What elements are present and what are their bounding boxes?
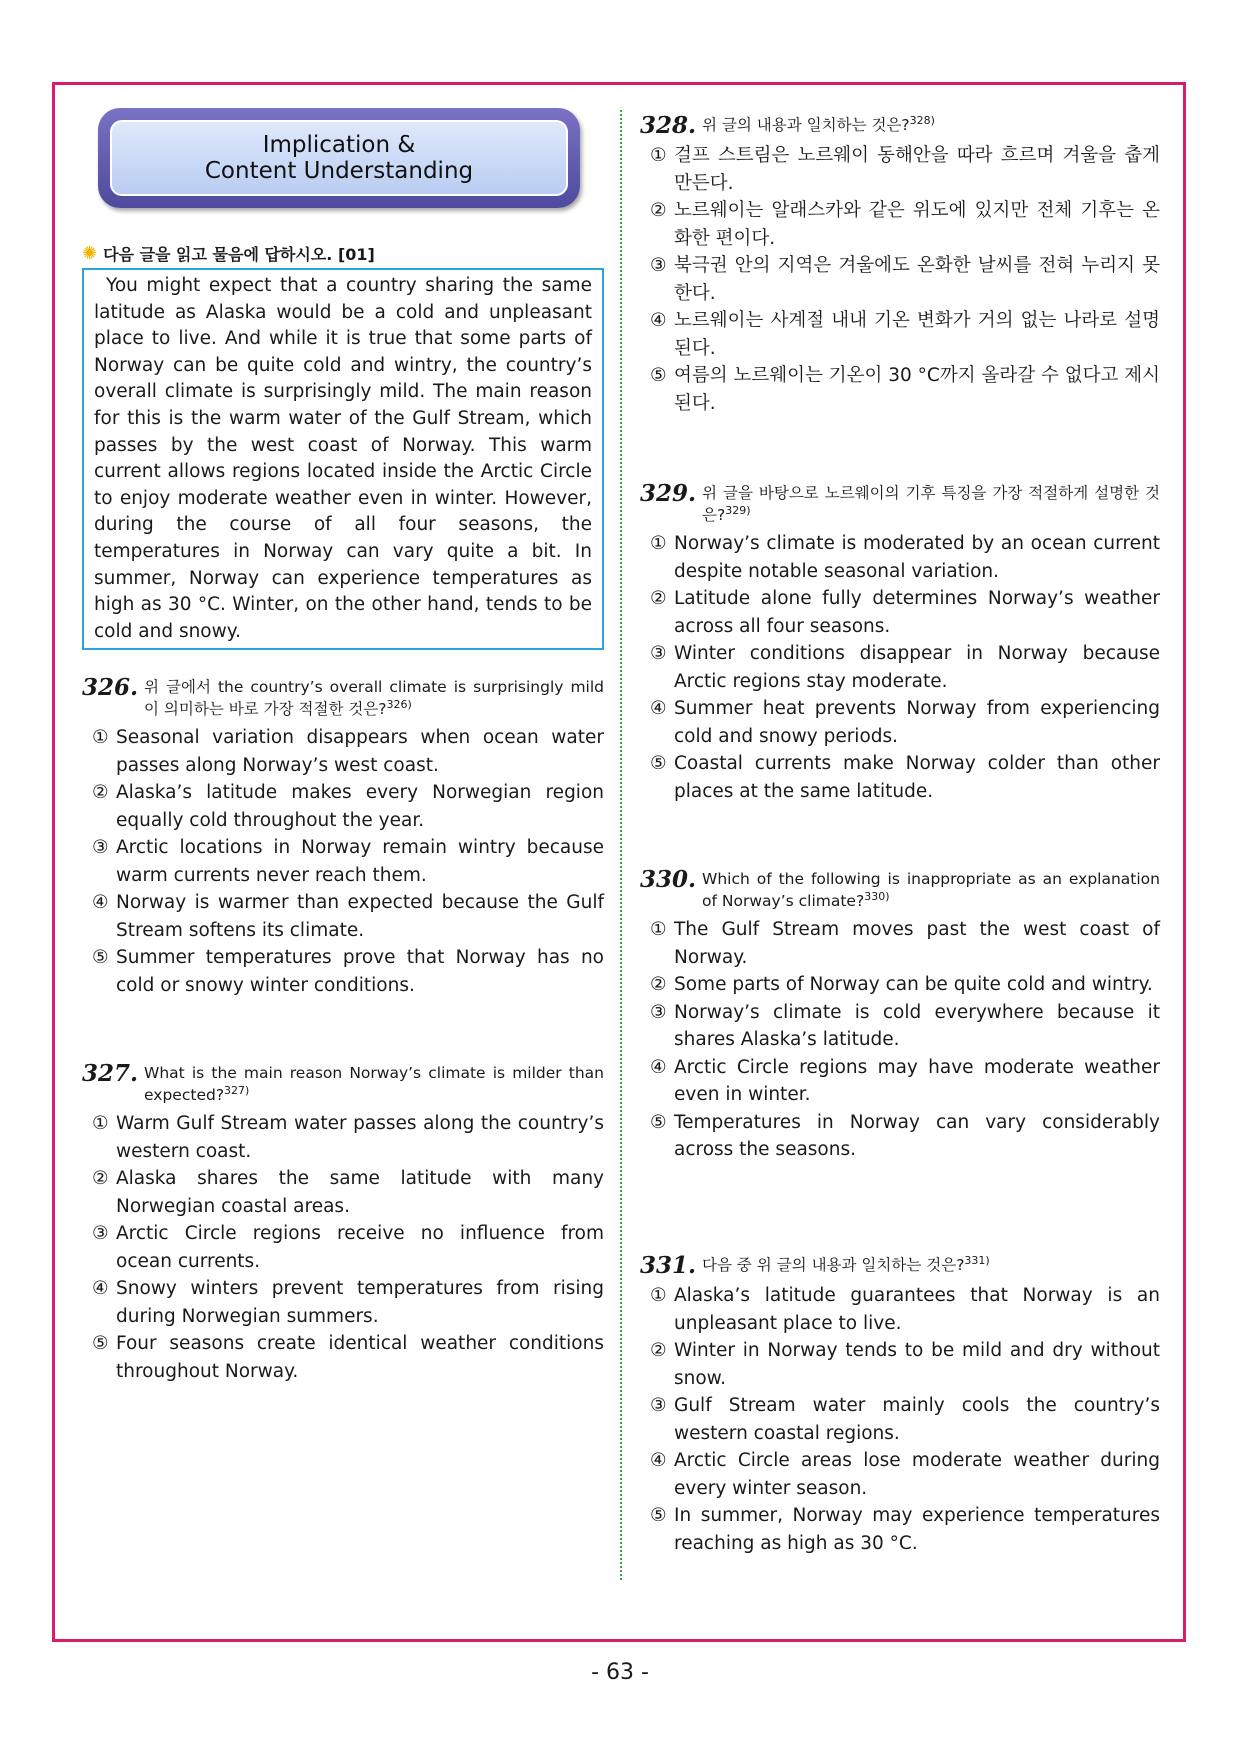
option-mark: ① (92, 727, 109, 748)
option-mark: ⑤ (650, 1111, 667, 1133)
question-number: 327. (82, 1060, 139, 1087)
question-ref: 327) (224, 1083, 250, 1097)
answer-option[interactable] (82, 889, 604, 944)
instruction (82, 242, 375, 265)
question-text (144, 676, 604, 720)
question-number: 329. (640, 480, 697, 507)
option-text: 노르웨이는 사계절 내내 기온 변화가 거의 없는 나라로 설명된다. (674, 310, 1160, 359)
answer-option[interactable] (640, 750, 1160, 805)
answer-option[interactable] (640, 1502, 1160, 1557)
option-mark: ⑤ (650, 365, 667, 386)
question-header (640, 868, 1160, 912)
option-mark: ④ (92, 1278, 109, 1299)
question-header (640, 1254, 1160, 1278)
flower-icon: ✺ (82, 243, 98, 264)
option-mark: ② (650, 974, 667, 995)
option-text: Summer temperatures prove that Norway has no cold or snowy winter conditions. (116, 947, 604, 996)
option-mark: ① (650, 919, 667, 940)
option-mark: ① (650, 145, 667, 166)
answer-option[interactable] (640, 530, 1160, 585)
question-number: 326. (82, 674, 139, 701)
answer-options (640, 530, 1160, 805)
option-mark: ⑤ (650, 753, 667, 774)
question-326 (82, 676, 604, 999)
option-text: The Gulf Stream moves past the west coast of Norway. (674, 919, 1160, 968)
option-text: Alaska shares the same latitude with many Norwegian coastal areas. (116, 1168, 604, 1217)
answer-option[interactable] (640, 1109, 1160, 1164)
question-ref: 329) (725, 503, 751, 517)
answer-option[interactable] (82, 1275, 604, 1330)
question-number: 328. (640, 112, 697, 139)
answer-option[interactable] (82, 779, 604, 834)
question-header (640, 482, 1160, 526)
reading-passage (82, 268, 604, 650)
answer-options (82, 1110, 604, 1385)
question-stem: 위 글을 바탕으로 노르웨이의 기후 특징을 가장 적절하게 설명한 것은? (702, 484, 1160, 524)
option-text: Snowy winters prevent temperatures from rising during Norwegian summers. (116, 1278, 604, 1327)
option-text: Arctic Circle regions receive no influence from ocean currents. (116, 1223, 604, 1272)
question-ref: 326) (386, 697, 412, 711)
answer-option[interactable] (640, 142, 1160, 197)
question-header (82, 676, 604, 720)
answer-option[interactable] (640, 640, 1160, 695)
question-header (640, 114, 1160, 138)
option-text: Arctic locations in Norway remain wintry because warm currents never reach them. (116, 837, 604, 886)
question-stem: Which of the following is inappropriate as an explanation of Norway’s climate? (702, 870, 1160, 910)
section-title (110, 120, 568, 196)
option-text: Some parts of Norway can be quite cold and wintry. (674, 974, 1153, 995)
option-text: Warm Gulf Stream water passes along the country’s western coast. (116, 1113, 604, 1162)
question-header (82, 1062, 604, 1106)
option-text: Norway is warmer than expected because the Gulf Stream softens its climate. (116, 892, 604, 941)
option-text: Winter in Norway tends to be mild and dry without snow. (674, 1340, 1160, 1389)
question-stem: 위 글의 내용과 일치하는 것은? (702, 116, 910, 134)
option-text: Norway’s climate is moderated by an ocean current despite notable seasonal variation. (674, 533, 1160, 582)
option-mark: ④ (650, 310, 667, 331)
option-mark: ② (92, 1168, 109, 1189)
option-mark: ② (650, 588, 667, 609)
option-mark: ③ (92, 1223, 109, 1244)
answer-option[interactable] (82, 834, 604, 889)
answer-option[interactable] (82, 1330, 604, 1385)
answer-option[interactable] (82, 724, 604, 779)
option-text: Norway’s climate is cold everywhere because it shares Alaska’s latitude. (674, 1001, 1160, 1050)
option-text: Alaska’s latitude makes every Norwegian region equally cold throughout the year. (116, 782, 604, 831)
instruction-text: 다음 글을 읽고 물음에 답하시오. [01] (103, 245, 375, 264)
question-stem: 위 글에서 the country’s overall climate is surprisingly mild 이 의미하는 바로 가장 적절한 것은? (144, 678, 604, 718)
answer-option[interactable] (640, 916, 1160, 971)
answer-options (82, 724, 604, 999)
answer-option[interactable] (640, 695, 1160, 750)
answer-option[interactable] (82, 944, 604, 999)
page-number: - 63 - (591, 1660, 649, 1685)
question-text (702, 868, 1160, 912)
answer-option[interactable] (640, 971, 1160, 999)
question-ref: 328) (909, 113, 935, 127)
question-text (144, 1062, 604, 1106)
answer-options (640, 142, 1160, 417)
option-mark: ⑤ (92, 1333, 109, 1354)
option-text: 걸프 스트림은 노르웨이 동해안을 따라 흐르며 겨울을 춥게 만든다. (674, 145, 1160, 194)
answer-option[interactable] (640, 1392, 1160, 1447)
option-text: Four seasons create identical weather conditions throughout Norway. (116, 1333, 604, 1382)
question-text (702, 482, 1160, 526)
option-text: Alaska’s latitude guarantees that Norway is an unpleasant place to live. (674, 1285, 1160, 1334)
answer-option[interactable] (640, 197, 1160, 252)
option-mark: ③ (92, 837, 109, 858)
answer-option[interactable] (82, 1220, 604, 1275)
section-title-box (98, 108, 580, 208)
option-mark: ② (92, 782, 109, 803)
option-mark: ④ (650, 1056, 667, 1078)
answer-option[interactable] (640, 999, 1160, 1054)
answer-option[interactable] (640, 307, 1160, 362)
option-text: Gulf Stream water mainly cools the country’s western coastal regions. (674, 1395, 1160, 1444)
option-text: Arctic Circle areas lose moderate weather during every winter season. (674, 1450, 1160, 1499)
answer-options (640, 916, 1160, 1164)
option-mark: ③ (650, 643, 667, 664)
answer-option[interactable] (640, 252, 1160, 307)
column-divider (620, 110, 622, 1580)
question-327 (82, 1062, 604, 1385)
answer-option[interactable] (640, 585, 1160, 640)
option-text: Winter conditions disappear in Norway because Arctic regions stay moderate. (674, 643, 1160, 692)
option-text: 여름의 노르웨이는 기온이 30 °C까지 올라갈 수 없다고 제시된다. (674, 365, 1160, 414)
question-330 (640, 868, 1160, 1164)
answer-option[interactable] (82, 1165, 604, 1220)
option-mark: ④ (92, 892, 109, 913)
question-stem: What is the main reason Norway’s climate is milder than expected? (144, 1064, 604, 1104)
option-text: In summer, Norway may experience temperatures reaching as high as 30 °C. (674, 1505, 1160, 1554)
answer-option[interactable] (640, 362, 1160, 417)
question-ref: 331) (964, 1253, 990, 1267)
question-text (702, 114, 1160, 136)
passage-text: You might expect that a country sharing the same latitude as Alaska would be a cold and unpleasant place to live. And while it is true that some parts of Norway can be quite cold and wintry, the country’s overall climate is surprisingly mild. The main reason for this is the warm water of the Gulf Stream, which passes by the west coast of Norway. This warm current allows regions located inside the Arctic Circle to enjoy moderate weather even in winter. However, during the course of all four seasons, the temperatures in Norway can vary quite a bit. In summer, Norway can experience temperatures as high as 30 °C. Winter, on the other hand, tends to be cold and snowy. (94, 275, 592, 642)
option-mark: ② (650, 1340, 667, 1361)
option-mark: ③ (650, 1001, 667, 1023)
question-number: 331. (640, 1252, 697, 1279)
question-text (702, 1254, 1160, 1276)
question-328 (640, 114, 1160, 417)
answer-option[interactable] (82, 1110, 604, 1165)
option-text: Temperatures in Norway can vary considerably across the seasons. (674, 1111, 1160, 1160)
option-text: Arctic Circle regions may have moderate weather even in winter. (674, 1056, 1160, 1105)
question-329 (640, 482, 1160, 805)
option-text: 노르웨이는 알래스카와 같은 위도에 있지만 전체 기후는 온화한 편이다. (674, 200, 1160, 249)
option-text: Coastal currents make Norway colder than other places at the same latitude. (674, 753, 1160, 802)
answer-options (640, 1282, 1160, 1557)
option-text: 북극권 안의 지역은 겨울에도 온화한 날씨를 전혀 누리지 못한다. (674, 255, 1160, 304)
option-mark: ④ (650, 698, 667, 719)
option-mark: ④ (650, 1450, 667, 1471)
question-331 (640, 1254, 1160, 1557)
option-text: Summer heat prevents Norway from experiencing cold and snowy periods. (674, 698, 1160, 747)
question-ref: 330) (864, 889, 890, 903)
title-line-1: Implication & (262, 132, 416, 158)
option-mark: ③ (650, 1395, 667, 1416)
option-mark: ③ (650, 255, 667, 276)
answer-option[interactable] (640, 1282, 1160, 1337)
option-mark: ⑤ (92, 947, 109, 968)
answer-option[interactable] (640, 1447, 1160, 1502)
option-mark: ① (650, 1285, 667, 1306)
option-text: Seasonal variation disappears when ocean water passes along Norway’s west coast. (116, 727, 604, 776)
option-mark: ⑤ (650, 1505, 667, 1526)
option-mark: ② (650, 200, 667, 221)
option-mark: ① (92, 1113, 109, 1134)
answer-option[interactable] (640, 1054, 1160, 1109)
question-number: 330. (640, 866, 697, 893)
answer-option[interactable] (640, 1337, 1160, 1392)
question-stem: 다음 중 위 글의 내용과 일치하는 것은? (702, 1256, 965, 1274)
option-text: Latitude alone fully determines Norway’s weather across all four seasons. (674, 588, 1160, 637)
title-line-2: Content Understanding (204, 158, 474, 184)
option-mark: ① (650, 533, 667, 554)
